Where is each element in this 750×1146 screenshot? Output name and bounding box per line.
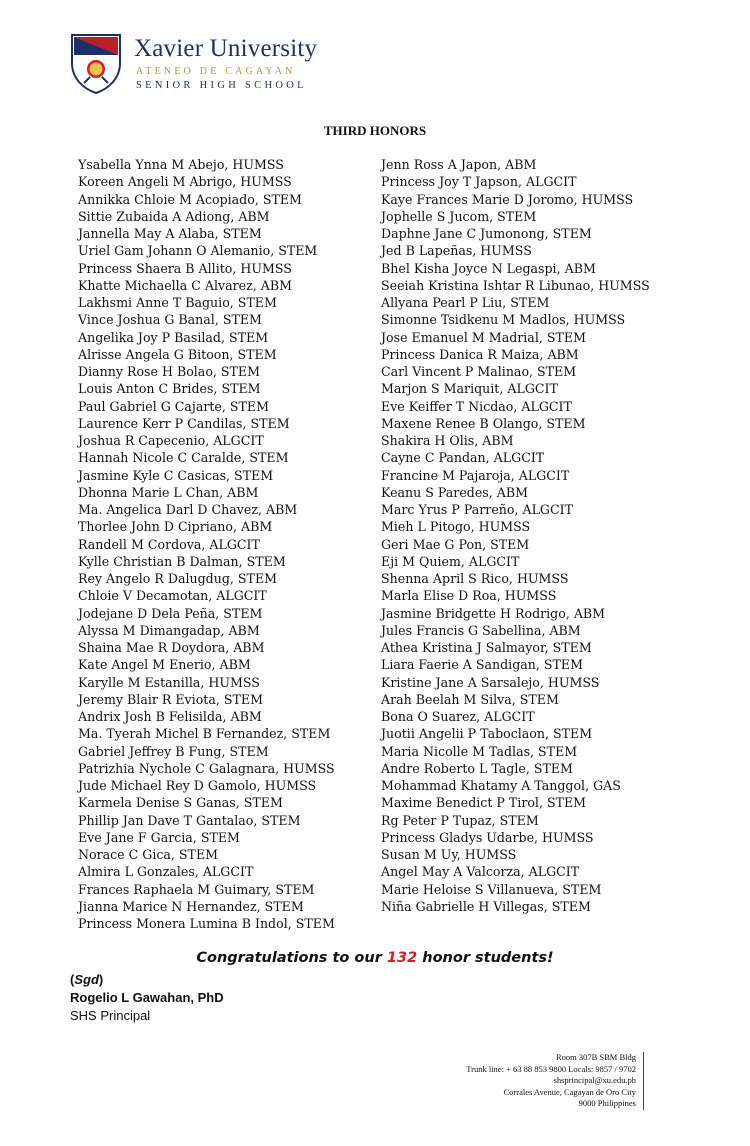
honor-student-entry: Marjon S Mariquit, ALGCIT <box>381 381 558 397</box>
honor-student-entry: Dianny Rose H Bolao, STEM <box>78 364 261 379</box>
honors-list-left <box>78 156 335 932</box>
honor-student-entry: Ysabella Ynna M Abejo, HUMSS <box>78 157 284 172</box>
university-subtitle: ATENEO DE CAGAYAN <box>136 66 296 77</box>
honor-student-entry: Paul Gabriel G Cajarte, STEM <box>78 398 269 414</box>
honor-student-entry: Cayne C Pandan, ALGCIT <box>381 450 545 466</box>
honor-student-entry: Lakhsmi Anne T Baguio, STEM <box>78 295 277 310</box>
footer-address: Corrales Avenue, Cagayan de Oro City <box>503 1086 636 1097</box>
footer-room: Room 307B SBM Bldg <box>555 1052 636 1062</box>
honor-student-entry: Kaye Frances Marie D Joromo, HUMSS <box>381 191 634 207</box>
honor-student-entry: Niña Gabrielle H Villegas, STEM <box>381 898 591 914</box>
honor-student-entry: Chloie V Decamotan, ALGCIT <box>78 588 267 604</box>
honor-student-entry: Rg Peter P Tupaz, STEM <box>381 812 539 828</box>
university-crest-logo <box>70 33 122 95</box>
honor-student-entry: Daphne Jane C Jumonong, STEM <box>381 226 592 241</box>
honor-student-entry: Mohammad Khatamy A Tanggol, GAS <box>381 778 621 793</box>
honor-student-entry: Geri Mae G Pon, STEM <box>381 536 530 552</box>
honor-student-entry: Angelika Joy P Basilad, STEM <box>78 329 269 345</box>
signatory-name: Rogelio L Gawahan, PhD <box>70 990 224 1005</box>
honor-student-entry: Jannella May A Alaba, STEM <box>78 226 262 241</box>
honor-student-entry: Angel May A Valcorza, ALGCIT <box>381 864 580 880</box>
honor-student-entry: Hannah Nicole C Caralde, STEM <box>78 450 289 466</box>
school-name: SENIOR HIGH SCHOOL <box>136 80 307 91</box>
contact-footer <box>466 1052 644 1110</box>
honor-student-entry: Norace C Gica, STEM <box>78 847 219 862</box>
honor-student-entry: Jeremy Blair R Eviota, STEM <box>78 691 263 707</box>
honor-student-entry: Seeiah Kristina Ishtar R Libunao, HUMSS <box>381 277 650 293</box>
honor-student-entry: Bhel Kisha Joyce N Legaspi, ABM <box>381 260 596 276</box>
university-name: Xavier University <box>134 35 318 62</box>
honor-student-entry: Koreen Angeli M Abrigo, HUMSS <box>78 174 292 190</box>
honor-student-entry: Sittie Zubaida A Adiong, ABM <box>78 208 270 224</box>
honor-student-entry: Karmela Denise S Ganas, STEM <box>78 795 283 811</box>
honor-student-entry: Princess Monera Lumina B Indol, STEM <box>78 916 335 931</box>
honor-student-entry: Marla Elise D Roa, HUMSS <box>381 588 557 604</box>
honor-student-entry: Jasmine Bridgette H Rodrigo, ABM <box>381 605 606 621</box>
honor-student-entry: Patrizhia Nychole C Galagnara, HUMSS <box>78 760 335 776</box>
honor-student-entry: Maxene Renee B Olango, STEM <box>381 415 586 431</box>
honor-student-entry: Jenn Ross A Japon, ABM <box>381 157 537 172</box>
honor-student-entry: Eji M Quiem, ALGCIT <box>381 553 520 569</box>
honor-student-entry: Princess Danica R Maiza, ABM <box>381 346 579 362</box>
honor-student-entry: Princess Gladys Udarbe, HUMSS <box>381 829 594 845</box>
honor-student-entry: Alrisse Angela G Bitoon, STEM <box>78 346 277 362</box>
honor-student-entry: Eve Jane F Garcia, STEM <box>78 829 240 845</box>
honor-student-entry: Maxime Benedict P Tirol, STEM <box>381 795 587 811</box>
honor-student-entry: Ma. Angelica Darl D Chavez, ABM <box>78 502 298 517</box>
congratulations-message <box>0 950 750 966</box>
honor-student-entry: Jasmine Kyle C Casicas, STEM <box>78 467 274 483</box>
honor-student-entry: Thorlee John D Cipriano, ABM <box>78 519 273 535</box>
honor-student-entry: Almira L Gonzales, ALGCIT <box>78 864 254 880</box>
honor-student-entry: Mieh L Pitogo, HUMSS <box>381 519 531 535</box>
honor-student-entry: Vince Joshua G Banal, STEM <box>78 312 262 328</box>
honor-student-entry: Allyana Pearl P Liu, STEM <box>381 295 550 310</box>
honor-student-entry: Andrix Josh B Felisilda, ABM <box>78 709 262 724</box>
honor-student-entry: Keanu S Paredes, ABM <box>381 484 529 500</box>
page-title: THIRD HONORS <box>323 123 427 138</box>
honor-student-entry: Francine M Pajaroja, ALGCIT <box>381 467 570 483</box>
honor-count: 132 <box>386 950 418 966</box>
congrats-text-after: honor students! <box>417 950 554 966</box>
honor-student-entry: Kate Angel M Enerio, ABM <box>78 657 251 673</box>
letterhead <box>70 33 370 95</box>
footer-country: 9000 Philippines <box>578 1098 636 1108</box>
honor-student-entry: Louis Anton C Brides, STEM <box>78 381 261 397</box>
honor-student-entry: Jules Francis G Sabellina, ABM <box>381 622 581 638</box>
honor-student-entry: Arah Beelah M Silva, STEM <box>381 691 559 707</box>
honor-student-entry: Alyssa M Dimangadap, ABM <box>78 622 260 638</box>
honor-student-entry: Jianna Marice N Hernandez, STEM <box>78 898 304 914</box>
honor-student-entry: Jodejane D Dela Peña, STEM <box>78 605 263 621</box>
honor-student-entry: Gabriel Jeffrey B Fung, STEM <box>78 743 269 759</box>
honor-student-entry: Carl Vincent P Malinao, STEM <box>381 364 577 379</box>
honor-student-entry: Joshua R Capecenio, ALGCIT <box>78 433 264 448</box>
honor-student-entry: Khatte Michaella C Alvarez, ABM <box>78 277 292 293</box>
honor-student-entry: Maria Nicolle M Tadlas, STEM <box>381 743 578 759</box>
honor-student-entry: Shaina Mae R Doydora, ABM <box>78 640 265 655</box>
honor-student-entry: Liara Faerie A Sandigan, STEM <box>381 657 584 673</box>
honor-student-entry: Princess Joy T Japson, ALGCIT <box>381 174 577 190</box>
honor-student-entry: Frances Raphaela M Guimary, STEM <box>78 881 315 897</box>
honor-student-entry: Karylle M Estanilla, HUMSS <box>78 674 260 690</box>
honor-student-entry: Dhonna Marie L Chan, ABM <box>78 484 259 500</box>
honor-student-entry: Marie Heloise S Villanueva, STEM <box>381 881 602 897</box>
honor-student-entry: Eve Keiffer T Nicdao, ALGCIT <box>381 398 572 414</box>
honor-student-entry: Jophelle S Jucom, STEM <box>381 208 537 224</box>
honor-student-entry: Andre Roberto L Tagle, STEM <box>381 760 573 776</box>
honor-student-entry: Princess Shaera B Allito, HUMSS <box>78 260 292 276</box>
honor-student-entry: Athea Kristina J Salmayor, STEM <box>381 640 592 655</box>
honor-student-entry: Annikka Chloie M Acopiado, STEM <box>78 191 302 207</box>
honor-student-entry: Bona O Suarez, ALGCIT <box>381 709 535 724</box>
honor-student-entry: Marc Yrus P Parreño, ALGCIT <box>381 502 574 517</box>
honor-student-entry: Jed B Lapeñas, HUMSS <box>381 243 532 259</box>
honor-student-entry: Rey Angelo R Dalugdug, STEM <box>78 571 278 586</box>
honor-student-entry: Kylle Christian B Dalman, STEM <box>78 553 286 569</box>
honor-student-entry: Kristine Jane A Sarsalejo, HUMSS <box>381 674 600 690</box>
footer-email: shsprincipal@xu.edu.ph <box>553 1075 636 1085</box>
honor-student-entry: Ma. Tyerah Michel B Fernandez, STEM <box>78 726 331 742</box>
honor-student-entry: Randell M Cordova, ALGCIT <box>78 536 260 552</box>
congrats-text-before: Congratulations to our <box>196 950 387 966</box>
honor-student-entry: Shenna April S Rico, HUMSS <box>381 571 569 586</box>
honor-student-entry: Jose Emanuel M Madrial, STEM <box>381 329 586 345</box>
honor-student-entry: Laurence Kerr P Candilas, STEM <box>78 415 290 431</box>
honor-student-entry: Uriel Gam Johann O Alemanio, STEM <box>78 243 318 259</box>
honor-student-entry: Shakira H Olis, ABM <box>381 433 514 448</box>
footer-phone: Trunk line: + 63 88 853 9800 Locals: 9857 / 9702 <box>466 1063 636 1074</box>
signatory-title: SHS Principal <box>70 1008 151 1023</box>
honor-student-entry: Jude Michael Rey D Gamolo, HUMSS <box>78 778 317 793</box>
signed-marker: (Sgd) <box>70 972 104 987</box>
honor-student-entry: Phillip Jan Dave T Gantalao, STEM <box>78 812 301 828</box>
honors-list-right <box>381 156 650 915</box>
honor-student-entry: Juotii Angelii P Taboclaon, STEM <box>381 726 593 742</box>
honor-student-entry: Simonne Tsidkenu M Madlos, HUMSS <box>381 312 626 328</box>
honor-student-entry: Susan M Uy, HUMSS <box>381 847 517 862</box>
sgd-label: Sgd <box>74 972 99 987</box>
